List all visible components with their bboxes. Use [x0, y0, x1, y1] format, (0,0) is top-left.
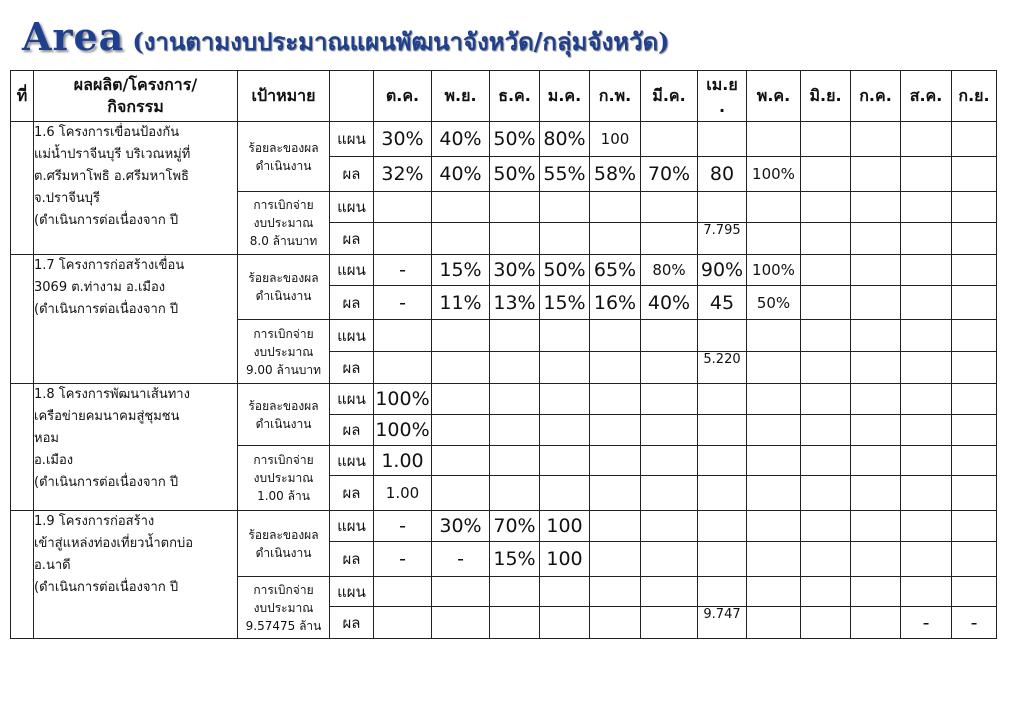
month-value-cell: 9.747	[698, 607, 747, 639]
indicator-line: ดำเนินงาน	[255, 416, 312, 431]
indicator-line: งบประมาณ	[253, 600, 314, 615]
indicator-line: ร้อยละของผล	[248, 527, 319, 542]
month-value-cell	[801, 577, 851, 607]
result-label: ผล	[330, 607, 374, 639]
project-description	[34, 511, 238, 639]
month-value-cell	[851, 607, 901, 639]
month-value-cell: 40%	[432, 157, 490, 192]
month-value-cell	[590, 320, 641, 352]
month-value-cell: 70%	[490, 511, 540, 542]
month-value-cell	[851, 511, 901, 542]
month-value-cell	[901, 476, 952, 511]
header-month-dec: ธ.ค.	[490, 71, 540, 122]
month-value-cell: -	[374, 255, 432, 286]
month-value-cell	[432, 192, 490, 223]
month-value-cell	[901, 286, 952, 320]
month-value-cell	[747, 476, 801, 511]
month-value-cell	[801, 542, 851, 577]
row-number-cell	[11, 255, 34, 384]
month-value-cell: 40%	[432, 122, 490, 157]
month-value-cell	[374, 223, 432, 255]
header-month-feb: ก.พ.	[590, 71, 641, 122]
month-value-cell	[952, 157, 997, 192]
month-value-cell	[801, 255, 851, 286]
month-value-cell	[432, 476, 490, 511]
month-value-cell	[851, 255, 901, 286]
project-line: เครือข่ายคมนาคมสู่ชุมชน	[34, 409, 180, 424]
indicator-line: ร้อยละของผล	[248, 271, 319, 285]
indicator-line: ดำเนินงาน	[255, 289, 312, 303]
month-value-cell	[374, 320, 432, 352]
month-value-cell	[901, 157, 952, 192]
month-value-cell	[747, 122, 801, 157]
result-label: ผล	[330, 415, 374, 446]
month-value-cell	[851, 286, 901, 320]
month-value-cell	[851, 157, 901, 192]
project-line: หอม	[34, 431, 59, 446]
indicator-line: งบประมาณ	[253, 216, 314, 230]
table-row	[11, 255, 997, 286]
month-value-cell: 30%	[490, 255, 540, 286]
month-value-cell	[698, 446, 747, 476]
month-value-cell	[801, 476, 851, 511]
month-value-cell	[901, 384, 952, 415]
month-value-cell	[490, 577, 540, 607]
month-value-cell	[952, 223, 997, 255]
month-value-cell	[901, 577, 952, 607]
month-value-cell	[540, 352, 590, 384]
header-month-apr	[698, 71, 747, 122]
header-month-mar: มี.ค.	[641, 71, 698, 122]
result-label: ผล	[330, 476, 374, 511]
month-value-cell	[901, 223, 952, 255]
month-value-cell	[540, 476, 590, 511]
month-value-cell: 55%	[540, 157, 590, 192]
budget-amount: 9.57475 ล้าน	[245, 618, 322, 633]
month-value-cell	[490, 607, 540, 639]
month-value-cell	[490, 415, 540, 446]
month-value-cell	[851, 577, 901, 607]
month-value-cell	[641, 511, 698, 542]
month-value-cell	[590, 542, 641, 577]
month-value-cell: 30%	[432, 511, 490, 542]
project-line: (ดำเนินการต่อเนื่องจาก ปี	[34, 213, 179, 228]
header-month-jun: มิ.ย.	[801, 71, 851, 122]
month-value-cell: 70%	[641, 157, 698, 192]
budget-amount: 8.0 ล้านบาท	[249, 234, 318, 248]
month-value-cell: -	[374, 542, 432, 577]
month-value-cell	[490, 320, 540, 352]
month-value-cell	[901, 511, 952, 542]
month-value-cell: 16%	[590, 286, 641, 320]
project-line: ต.ศรีมหาโพธิ อ.ศรีมหาโพธิ	[34, 169, 189, 184]
indicator-line: งบประมาณ	[253, 344, 314, 359]
table-row	[11, 511, 997, 542]
month-value-cell	[801, 192, 851, 223]
header-month-apr-label: เม.ย	[706, 75, 738, 94]
month-value-cell	[432, 607, 490, 639]
indicator-line: งบประมาณ	[253, 471, 314, 485]
plan-label: แผน	[330, 511, 374, 542]
month-value-cell	[641, 415, 698, 446]
month-value-cell	[432, 577, 490, 607]
table-row	[11, 122, 997, 157]
month-value-cell	[590, 446, 641, 476]
month-value-cell: 100	[540, 511, 590, 542]
row-number-cell	[11, 384, 34, 511]
header-type	[330, 71, 374, 122]
month-value-cell	[952, 192, 997, 223]
plan-label: แผน	[330, 384, 374, 415]
month-value-cell	[641, 223, 698, 255]
month-value-cell	[952, 286, 997, 320]
project-line: (ดำเนินการต่อเนื่องจาก ปี	[34, 302, 179, 317]
month-value-cell	[747, 192, 801, 223]
budget-amount: 9.00 ล้านบาท	[245, 362, 322, 377]
month-value-cell	[952, 352, 997, 384]
month-value-cell	[851, 415, 901, 446]
month-value-cell	[952, 415, 997, 446]
header-month-aug: ส.ค.	[901, 71, 952, 122]
month-value-cell	[801, 320, 851, 352]
month-value-cell	[590, 192, 641, 223]
month-value-cell	[851, 352, 901, 384]
month-value-cell: 15%	[540, 286, 590, 320]
month-value-cell	[590, 415, 641, 446]
month-value-cell	[747, 446, 801, 476]
header-month-oct: ต.ค.	[374, 71, 432, 122]
month-value-cell	[374, 577, 432, 607]
header-month-jan: ม.ค.	[540, 71, 590, 122]
indicator-line: ดำเนินงาน	[255, 158, 312, 173]
indicator-percent	[238, 122, 330, 192]
month-value-cell	[374, 352, 432, 384]
project-line: อ.เมือง	[34, 453, 74, 468]
month-value-cell: 40%	[641, 286, 698, 320]
header-row	[11, 71, 997, 122]
month-value-cell	[490, 223, 540, 255]
month-value-cell	[374, 607, 432, 639]
month-value-cell	[698, 476, 747, 511]
plan-label: แผน	[330, 255, 374, 286]
header-project-line-2: กิจกรรม	[107, 97, 164, 116]
month-value-cell: 50%	[540, 255, 590, 286]
month-value-cell: 5.220	[698, 352, 747, 384]
month-value-cell: 32%	[374, 157, 432, 192]
month-value-cell: -	[432, 542, 490, 577]
month-value-cell: 15%	[432, 255, 490, 286]
month-value-cell	[901, 415, 952, 446]
month-value-cell	[641, 446, 698, 476]
month-value-cell	[490, 476, 540, 511]
month-value-cell	[747, 415, 801, 446]
month-value-cell: 100	[590, 122, 641, 157]
month-value-cell: 7.795	[698, 223, 747, 255]
month-value-cell	[901, 320, 952, 352]
month-value-cell	[952, 511, 997, 542]
month-value-cell	[747, 223, 801, 255]
indicator-percent	[238, 255, 330, 320]
month-value-cell	[590, 384, 641, 415]
month-value-cell: 80%	[641, 255, 698, 286]
project-description	[34, 255, 238, 384]
month-value-cell	[490, 192, 540, 223]
indicator-line: การเบิกจ่าย	[253, 326, 314, 341]
month-value-cell	[432, 384, 490, 415]
month-value-cell	[801, 223, 851, 255]
result-label: ผล	[330, 352, 374, 384]
indicator-percent	[238, 511, 330, 577]
project-line: จ.ปราจีนบุรี	[34, 191, 101, 206]
indicator-line: ร้อยละของผล	[248, 140, 319, 155]
month-value-cell: 100%	[747, 157, 801, 192]
project-line: แม่น้ำปราจีนบุรี บริเวณหมู่ที่	[34, 147, 191, 162]
month-value-cell	[590, 352, 641, 384]
month-value-cell	[641, 122, 698, 157]
month-value-cell	[490, 352, 540, 384]
month-value-cell	[747, 577, 801, 607]
month-value-cell: 1.00	[374, 476, 432, 511]
month-value-cell	[432, 446, 490, 476]
indicator-line: ดำเนินงาน	[255, 545, 312, 560]
indicator-line: การเบิกจ่าย	[253, 582, 314, 597]
month-value-cell	[952, 255, 997, 286]
header-month-sep: ก.ย.	[952, 71, 997, 122]
month-value-cell	[698, 122, 747, 157]
month-value-cell	[952, 446, 997, 476]
month-value-cell	[851, 320, 901, 352]
month-value-cell: 90%	[698, 255, 747, 286]
table-row	[11, 384, 997, 415]
month-value-cell: 1.00	[374, 446, 432, 476]
month-value-cell	[540, 607, 590, 639]
month-value-cell	[641, 384, 698, 415]
plan-label: แผน	[330, 192, 374, 223]
month-value-cell	[540, 415, 590, 446]
month-value-cell: 65%	[590, 255, 641, 286]
month-value-cell	[698, 320, 747, 352]
plan-label: แผน	[330, 122, 374, 157]
month-value-cell	[698, 384, 747, 415]
indicator-line: การเบิกจ่าย	[253, 453, 314, 467]
month-value-cell	[698, 577, 747, 607]
month-value-cell	[698, 192, 747, 223]
month-value-cell	[952, 476, 997, 511]
month-value-cell	[851, 476, 901, 511]
month-value-cell: 13%	[490, 286, 540, 320]
month-value-cell	[851, 542, 901, 577]
month-value-cell	[801, 157, 851, 192]
month-value-cell	[540, 223, 590, 255]
month-value-cell	[590, 511, 641, 542]
project-line: (ดำเนินการต่อเนื่องจาก ปี	[34, 475, 179, 490]
month-value-cell	[641, 577, 698, 607]
month-value-cell	[901, 542, 952, 577]
month-value-cell: 100%	[747, 255, 801, 286]
header-project-line-1: ผลผลิต/โครงการ/	[73, 75, 198, 94]
indicator-line: ร้อยละของผล	[248, 398, 319, 413]
header-project	[34, 71, 238, 122]
plan-label: แผน	[330, 577, 374, 607]
month-value-cell	[801, 352, 851, 384]
plan-label: แผน	[330, 320, 374, 352]
month-value-cell	[851, 192, 901, 223]
month-value-cell: 11%	[432, 286, 490, 320]
month-value-cell: -	[374, 511, 432, 542]
month-value-cell	[540, 446, 590, 476]
month-value-cell: 15%	[490, 542, 540, 577]
month-value-cell: 100	[540, 542, 590, 577]
project-description	[34, 384, 238, 511]
project-line: 1.7 โครงการก่อสร้างเขื่อน	[34, 258, 185, 273]
result-label: ผล	[330, 542, 374, 577]
table-body	[11, 122, 997, 639]
month-value-cell: 58%	[590, 157, 641, 192]
month-value-cell	[747, 384, 801, 415]
title-subtitle: (งานตามงบประมาณแผนพัฒนาจังหวัด/กลุ่มจังหวัด)	[132, 27, 670, 56]
progress-table	[10, 70, 997, 639]
plan-label: แผน	[330, 446, 374, 476]
project-line: 1.8 โครงการพัฒนาเส้นทาง	[34, 387, 190, 402]
month-value-cell	[901, 192, 952, 223]
month-value-cell	[432, 320, 490, 352]
row-number-cell	[11, 511, 34, 639]
header-target: เป้าหมาย	[238, 71, 330, 122]
project-description	[34, 122, 238, 255]
month-value-cell	[540, 577, 590, 607]
month-value-cell	[952, 122, 997, 157]
indicator-budget	[238, 577, 330, 639]
month-value-cell	[698, 415, 747, 446]
month-value-cell: 45	[698, 286, 747, 320]
month-value-cell	[901, 122, 952, 157]
month-value-cell	[801, 415, 851, 446]
month-value-cell: 30%	[374, 122, 432, 157]
month-value-cell	[801, 122, 851, 157]
month-value-cell	[952, 542, 997, 577]
header-month-may: พ.ค.	[747, 71, 801, 122]
month-value-cell: 100%	[374, 415, 432, 446]
month-value-cell	[590, 476, 641, 511]
month-value-cell	[747, 352, 801, 384]
month-value-cell	[747, 542, 801, 577]
indicator-line: การเบิกจ่าย	[253, 198, 314, 212]
month-value-cell	[374, 192, 432, 223]
month-value-cell	[432, 415, 490, 446]
month-value-cell: -	[952, 607, 997, 639]
month-value-cell	[952, 320, 997, 352]
month-value-cell	[590, 577, 641, 607]
month-value-cell	[540, 320, 590, 352]
month-value-cell	[641, 607, 698, 639]
budget-amount: 1.00 ล้าน	[257, 489, 310, 503]
month-value-cell	[901, 255, 952, 286]
month-value-cell	[590, 223, 641, 255]
month-value-cell: 100%	[374, 384, 432, 415]
month-value-cell	[590, 607, 641, 639]
month-value-cell	[801, 511, 851, 542]
month-value-cell: 80%	[540, 122, 590, 157]
result-label: ผล	[330, 157, 374, 192]
month-value-cell	[641, 352, 698, 384]
project-line: (ดำเนินการต่อเนื่องจาก ปี	[34, 580, 179, 595]
month-value-cell	[901, 446, 952, 476]
project-line: อ.นาดี	[34, 558, 71, 573]
month-value-cell	[952, 577, 997, 607]
project-line: เข้าสู่แหล่งท่องเที่ยวน้ำตกบ่อ	[34, 536, 194, 551]
month-value-cell	[698, 542, 747, 577]
month-value-cell: 50%	[490, 122, 540, 157]
month-value-cell	[801, 286, 851, 320]
title-main: Area	[22, 14, 125, 59]
header-month-apr-suffix: .	[718, 97, 726, 116]
page-title	[22, 14, 670, 64]
indicator-budget	[238, 446, 330, 511]
header-month-nov: พ.ย.	[432, 71, 490, 122]
month-value-cell	[490, 446, 540, 476]
month-value-cell	[432, 352, 490, 384]
header-month-jul: ก.ค.	[851, 71, 901, 122]
month-value-cell	[747, 320, 801, 352]
month-value-cell	[490, 384, 540, 415]
month-value-cell	[801, 384, 851, 415]
project-line: 1.9 โครงการก่อสร้าง	[34, 514, 155, 529]
month-value-cell	[641, 320, 698, 352]
month-value-cell	[540, 192, 590, 223]
month-value-cell	[747, 607, 801, 639]
month-value-cell: -	[901, 607, 952, 639]
month-value-cell	[747, 511, 801, 542]
result-label: ผล	[330, 223, 374, 255]
row-number-cell	[11, 122, 34, 255]
header-num: ที่	[11, 71, 34, 122]
indicator-percent	[238, 384, 330, 446]
month-value-cell	[851, 446, 901, 476]
project-line: 1.6 โครงการเขื่อนป้องกัน	[34, 125, 180, 140]
month-value-cell	[432, 223, 490, 255]
month-value-cell	[801, 607, 851, 639]
month-value-cell: 50%	[490, 157, 540, 192]
month-value-cell: 50%	[747, 286, 801, 320]
project-line: 3069 ต.ท่างาม อ.เมือง	[34, 280, 166, 295]
indicator-budget	[238, 320, 330, 384]
result-label: ผล	[330, 286, 374, 320]
month-value-cell: 80	[698, 157, 747, 192]
month-value-cell: -	[374, 286, 432, 320]
month-value-cell	[952, 384, 997, 415]
indicator-budget	[238, 192, 330, 255]
month-value-cell	[801, 446, 851, 476]
month-value-cell	[540, 384, 590, 415]
month-value-cell	[851, 384, 901, 415]
month-value-cell	[698, 511, 747, 542]
month-value-cell	[851, 223, 901, 255]
month-value-cell	[641, 192, 698, 223]
month-value-cell	[641, 542, 698, 577]
month-value-cell	[901, 352, 952, 384]
month-value-cell	[851, 122, 901, 157]
month-value-cell	[641, 476, 698, 511]
